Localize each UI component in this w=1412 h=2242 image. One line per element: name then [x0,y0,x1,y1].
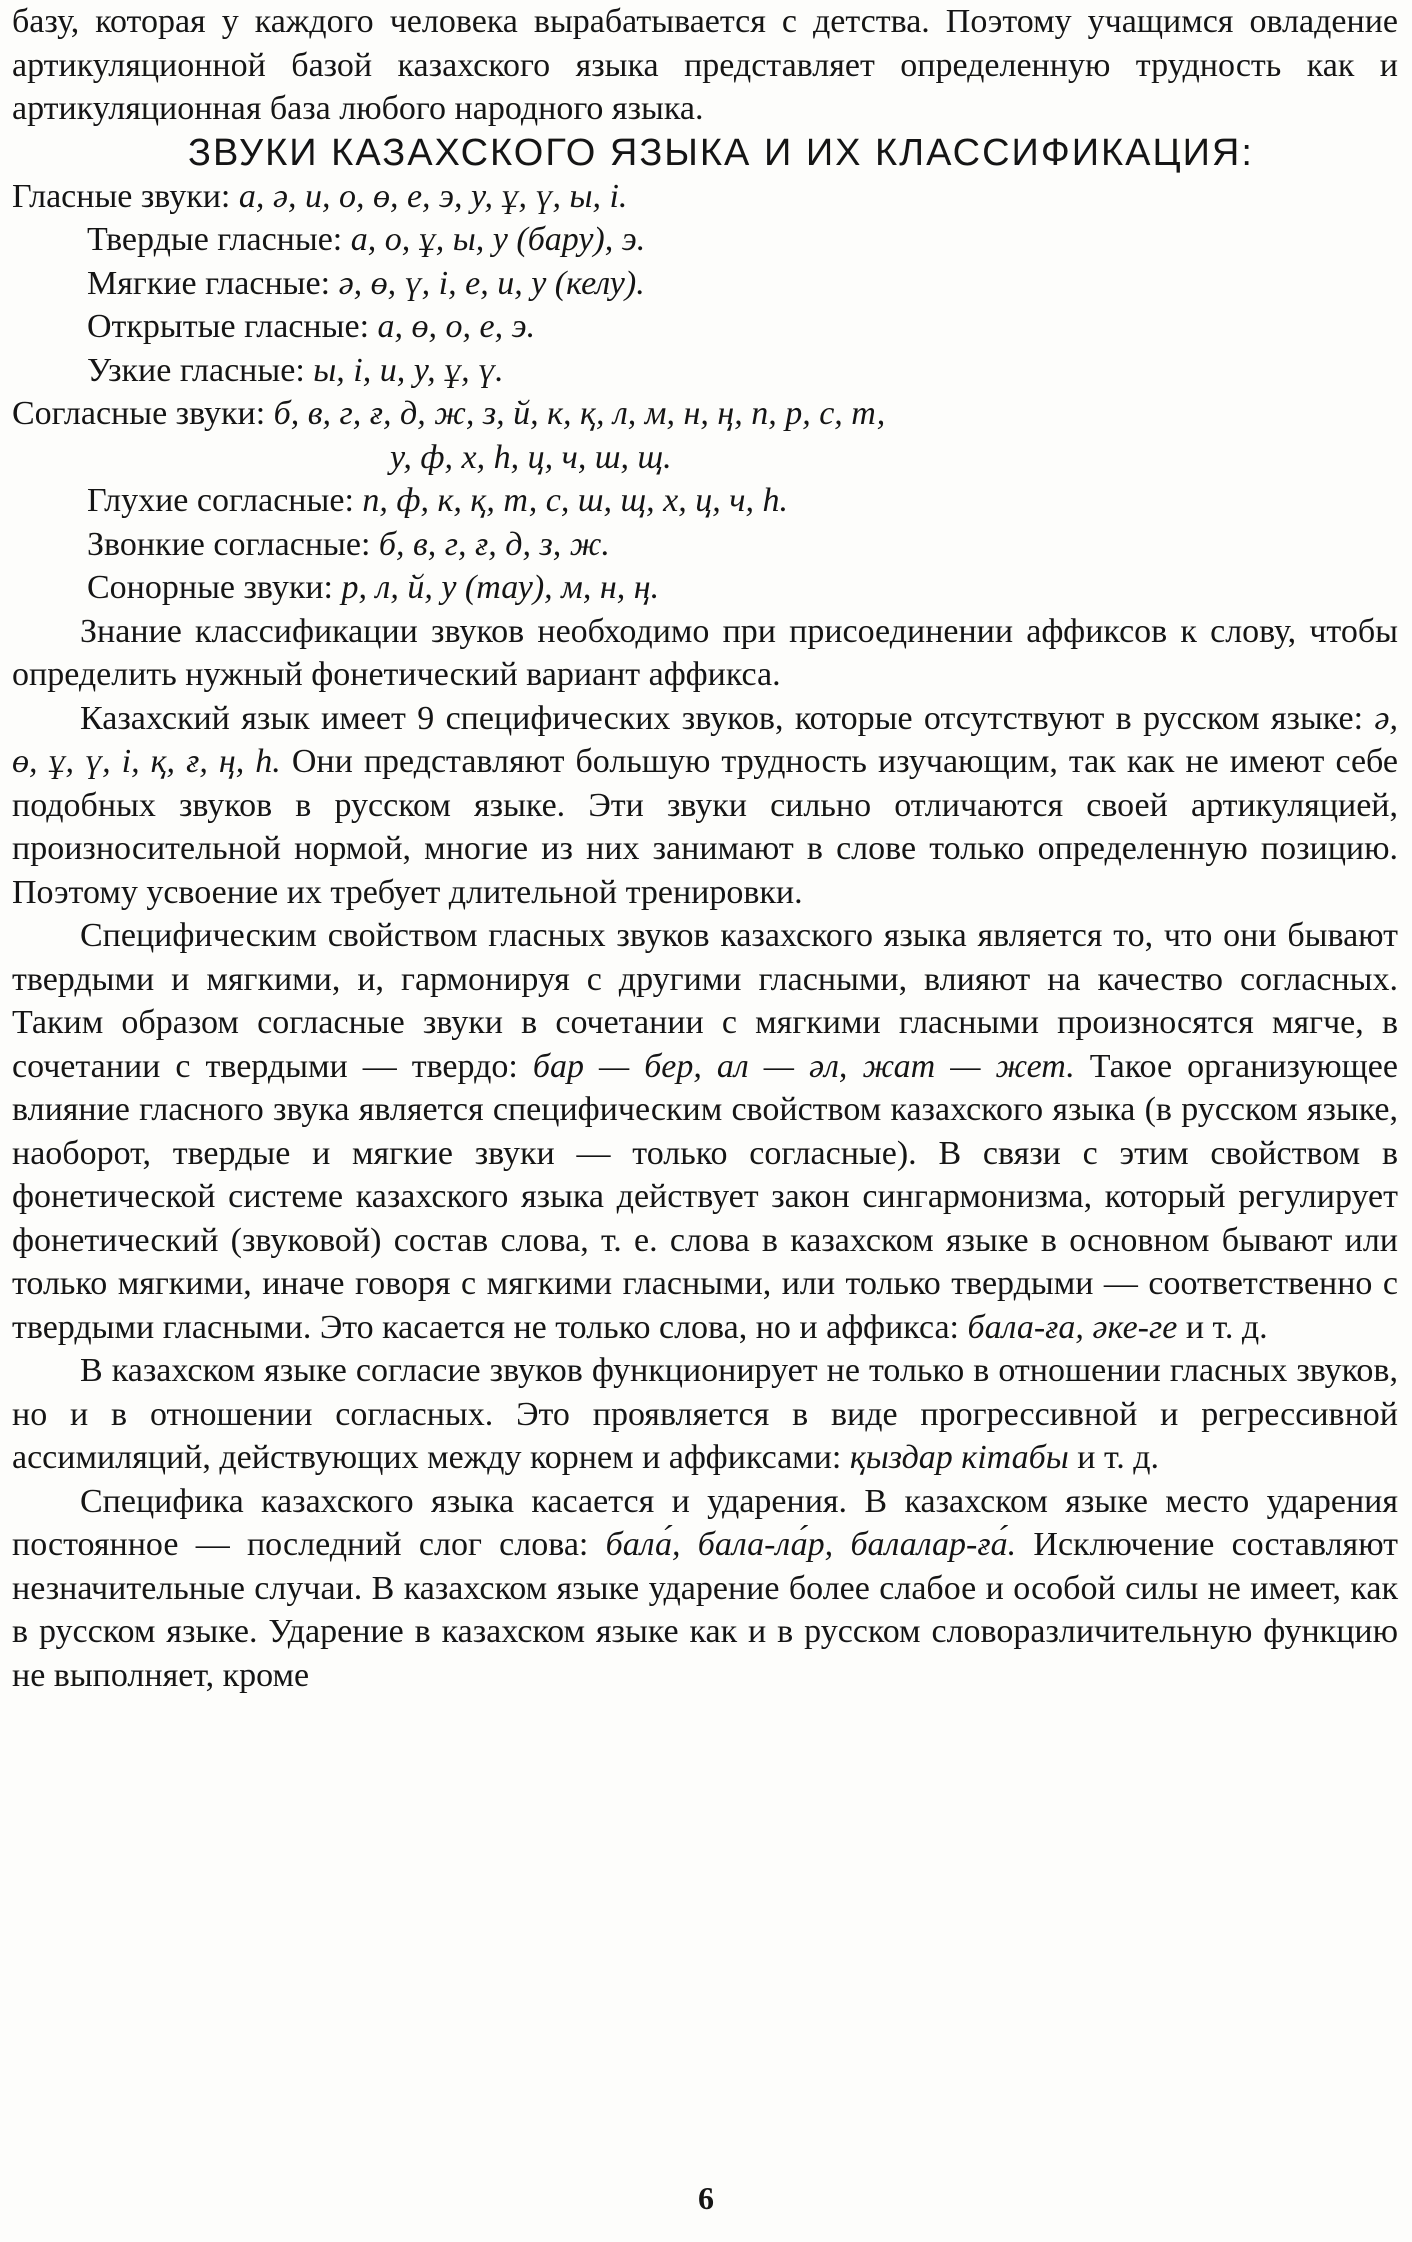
open-vowels-label: Открытые гласные: [87,308,370,345]
hard-vowels-sounds: а, о, ұ, ы, у (бару), э. [350,221,646,258]
narrow-vowels-sounds: ы, і, и, у, ұ, ү. [313,351,504,389]
voiceless-label: Глухие согласные: [87,482,354,519]
p3-example-affixes: бала-ға, әке-ге [967,1308,1178,1346]
paragraph-stress [12,1480,1398,1698]
hard-vowels-line [12,218,1398,262]
consonants-line-continued [12,436,1398,480]
section-heading: ЗВУКИ КАЗАХСКОГО ЯЗЫКА И ИХ КЛАССИФИКАЦИЯ: [188,131,1254,174]
soft-vowels-label: Мягкие гласные: [87,264,331,302]
voiced-sounds: б, в, г, ғ, д, з, ж. [378,525,610,563]
sonorant-sounds-line [12,566,1398,610]
p5-text-a: Специфика казахского языка касается и ударения. В казахском языке место ударения постоянное — последний слог слова: [12,1482,1398,1563]
voiceless-sounds: п, ф, к, қ, т, с, ш, щ, х, ц, ч, һ. [362,482,788,519]
p2-text-a: Казахский язык имеет 9 специфических звуков, которые отсутствуют в русском языке: [80,699,1375,737]
p4-example: қыздар кітабы [849,1439,1069,1476]
p2-specific-sounds: ә, ө, ұ, ү, і, қ, ғ, ң, һ. [12,699,1398,780]
voiced-label: Звонкие согласные: [87,525,371,563]
consonants-label: Согласные звуки: [12,395,266,432]
p3-text-b: Такое организующее влияние гласного звука является специфическим свойством казахского языка (в русском языке, наоборот, твердые и мягкие звуки — только согласные). В связи с этим свойством в фонетической системе казахского языка действует закон сингармонизма, который регулирует фонетический (звуковой) состав слова, т. е. слова в казахском языке в основном бывают или только мягкими, иначе говоря с мягкими гласными, или только твердыми — соответственно с твердыми гласными. Это касается не только слова, но и аффикса: [12,1047,1398,1346]
narrow-vowels-label: Узкие гласные: [87,351,305,389]
p4-text-b: и т. д. [1068,1439,1160,1476]
vowels-sounds: а, ә, и, о, ө, е, э, у, ұ, ү, ы, і. [238,177,628,215]
sonorants-label: Сонорные звуки: [87,569,333,606]
intro-paragraph: базу, которая у каждого человека вырабатывается с детства. Поэтому учащимся овладение артикуляционной базой казахского языка представляет определенную трудность как и артикуляционная база любого народного языка. [12,3,1398,127]
voiceless-consonants-line [12,479,1398,523]
paragraph-vowel-harmony [12,914,1398,1349]
vowels-label: Гласные звуки: [12,177,231,215]
document-page [12,0,1398,2242]
soft-vowels-line [12,262,1398,306]
p4-text-a: В казахском языке согласие звуков функционирует не только в отношении гласных звуков, но и в отношении согласных. Это проявляется в виде прогрессивной и регрессивной ассимиляций, действующих между корнем и аффиксами: [12,1352,1398,1476]
open-vowels-sounds: а, ө, о, е, э. [377,308,536,345]
hard-vowels-label: Твердые гласные: [87,221,343,258]
p5-text-b: Исключение составляют незначительные случаи. В казахском языке ударение более слабое и особой силы не имеет, как в русском языке. Ударение в казахском языке как и в русском словоразличительную функцию не выполняет, кроме [12,1526,1398,1694]
paragraph-classification-knowledge: Знание классификации звуков необходимо при присоединении аффиксов к слову, чтобы определить нужный фонетический вариант аффикса. [12,612,1398,693]
consonants-sounds: б, в, г, ғ, д, ж, з, й, к, қ, л, м, н, ң, п, р, с, т, [273,395,886,432]
open-vowels-line [12,305,1398,349]
narrow-vowels-line [12,349,1398,393]
consonants-sounds-continued: у, ф, х, һ, ц, ч, ш, щ. [390,438,672,476]
paragraph-assimilation [12,1349,1398,1480]
soft-vowels-sounds: ә, ө, ү, і, е, и, у (келу). [338,264,645,302]
sound-classification [12,175,1398,610]
p3-text-a: Специфическим свойством гласных звуков казахского языка является то, что они бывают твердыми и мягкими, и, гармонируя с другими гласными, влияют на качество согласных. Таким образом согласные звуки в сочетании с мягкими гласными произносятся мягче, в сочетании с твердыми — твердо: [12,917,1398,1085]
p5-example: бала́, бала-ла́р, балалар-ға́. [605,1526,1017,1563]
vowels-line [12,175,1398,219]
paragraph-specific-sounds [12,697,1398,915]
p2-text-b: Они представляют большую трудность изучающим, так как не имеют себе подобных звуков в русском языке. Эти звуки сильно отличаются своей артикуляцией, произносительной нормой, многие из них занимают в слове только определенную позицию. Поэтому усвоение их требует длительной тренировки. [12,743,1398,911]
p3-text-c: и т. д. [1177,1308,1268,1346]
p3-example-pairs: бар — бер, ал — әл, жат — жет. [532,1047,1075,1085]
sonorants-sounds: р, л, й, у (тау), м, н, ң. [341,569,660,606]
consonants-line [12,392,1398,436]
page-number: 6 [698,2180,714,2216]
voiced-consonants-line [12,523,1398,567]
